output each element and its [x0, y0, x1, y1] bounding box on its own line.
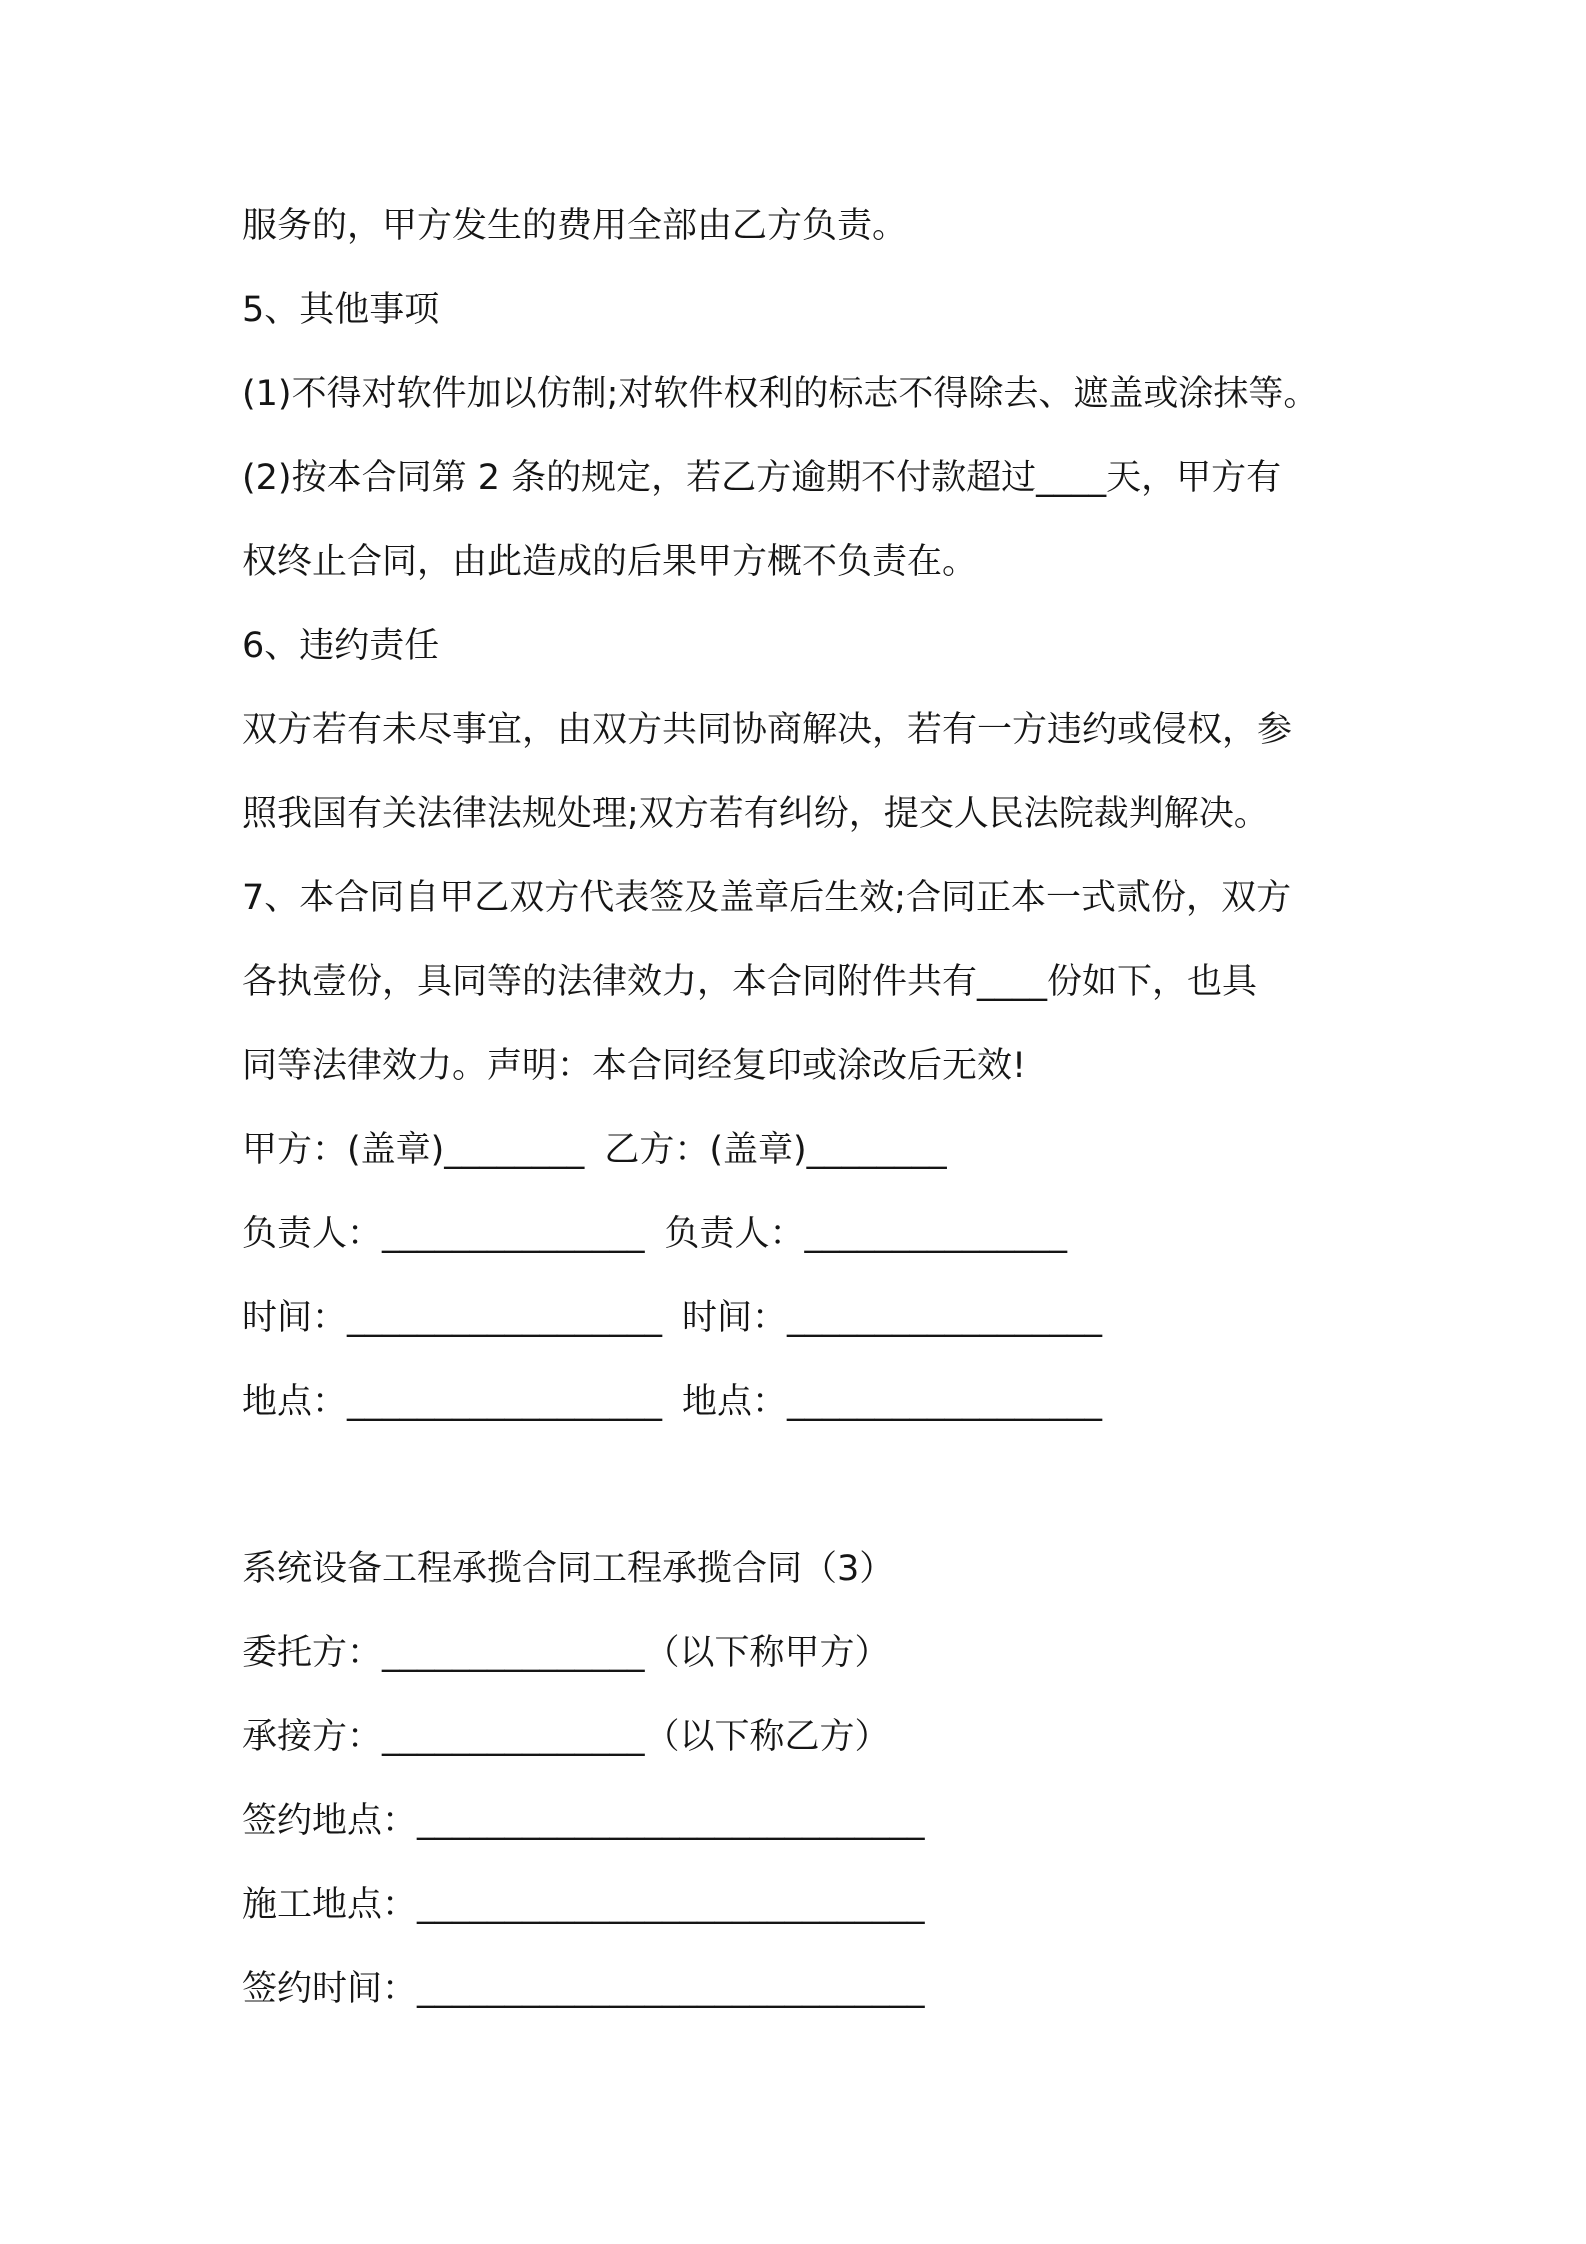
next-contract-section: [242, 1527, 1482, 2031]
signature-row-time: [242, 1276, 1482, 1360]
party-a-responsible-field: 负责人：_______________: [242, 1214, 645, 1254]
party-a-seal-field: 甲方：(盖章)________: [242, 1130, 585, 1170]
signature-row-place: [242, 1360, 1482, 1444]
signing-time-field: 签约时间：_____________________________: [242, 1969, 925, 2009]
party-b-seal-field: 乙方：(盖章)________: [604, 1130, 947, 1170]
continuation-text: 服务的，甲方发生的费用全部由乙方负责。: [242, 206, 908, 246]
party-b-responsible-field: 负责人：_______________: [664, 1214, 1068, 1254]
party-a-time-field: 时间：__________________: [242, 1298, 663, 1338]
previous-contract-section: [242, 184, 1482, 1444]
party-b-place-field: 地点：__________________: [682, 1382, 1103, 1422]
client-field: 委托方：_______________（以下称甲方）: [242, 1633, 890, 1673]
clause-5-heading: 5、其他事项: [242, 290, 440, 330]
signing-place-field: 签约地点：_____________________________: [242, 1801, 925, 1841]
clause-6-heading: 6、违约责任: [242, 626, 440, 666]
signature-row-responsible-person: [242, 1192, 1482, 1276]
clause-7-line: 同等法律效力。声明：本合同经复印或涂改后无效!: [242, 1046, 1027, 1086]
signature-block: [242, 1108, 1482, 1444]
clause-5-item-2-line: (2)按本合同第 2 条的规定，若乙方逾期不付款超过____天，甲方有: [242, 458, 1282, 498]
signature-row-seal: [242, 1108, 1482, 1192]
clause-7-line: 7、本合同自甲乙双方代表签及盖章后生效;合同正本一式贰份，双方: [242, 878, 1292, 918]
clause-5-item-2-line: 权终止合同，由此造成的后果甲方概不负责在。: [242, 542, 978, 582]
party-a-place-field: 地点：__________________: [242, 1382, 663, 1422]
clause-5-item-1: (1)不得对软件加以仿制;对软件权利的标志不得除去、遮盖或涂抹等。: [242, 374, 1319, 414]
contractor-field: 承接方：_______________（以下称乙方）: [242, 1717, 890, 1757]
document-page: [242, 184, 1482, 2031]
contract-title: 系统设备工程承揽合同工程承揽合同（3）: [242, 1549, 895, 1589]
party-b-time-field: 时间：__________________: [682, 1298, 1103, 1338]
clause-7-line: 各执壹份，具同等的法律效力，本合同附件共有____份如下，也具: [242, 962, 1258, 1002]
clause-6-body-line: 照我国有关法律法规处理;双方若有纠纷，提交人民法院裁判解决。: [242, 794, 1269, 834]
construction-site-field: 施工地点：_____________________________: [242, 1885, 925, 1925]
clause-6-body-line: 双方若有未尽事宜，由双方共同协商解决，若有一方违约或侵权，参: [242, 710, 1293, 750]
